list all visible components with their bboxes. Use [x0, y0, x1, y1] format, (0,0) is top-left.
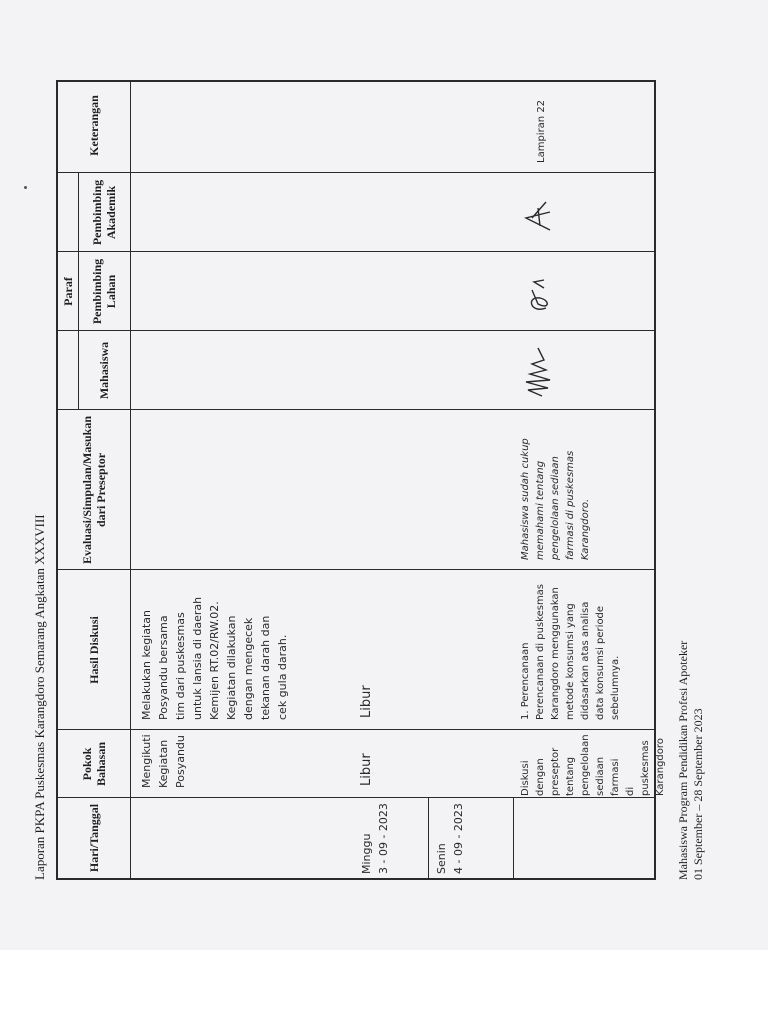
row1-pokok-bahasan: Mengikuti Kegiatan Posyandu [140, 734, 187, 788]
col-hari-tanggal: Hari/Tanggal [87, 803, 101, 873]
col-pembimbing-akademik: Pembimbing Akademik [90, 179, 118, 246]
col-hasil-diskusi: Hasil Diskusi [87, 616, 101, 684]
scan-margin [0, 950, 768, 1024]
col-paraf: Paraf [61, 277, 75, 306]
row2-pokok-bahasan: Libur [359, 753, 374, 786]
footer-period: 01 September – 28 September 2023 [691, 708, 705, 880]
footer-program: Mahasiswa Program Pendidikan Profesi Apoteker [676, 640, 690, 880]
row3-hari-tanggal: Senin 4 - 09 - 2023 [435, 803, 465, 874]
col-pokok-bahasan: Pokok Bahasan [80, 741, 108, 787]
row3-hasil-diskusi: 1. Perencanaan Perencanaan di puskesmas Karangdoro menggunakan metode konsumsi yang didasarkan atas analisa data konsumsi periode sebelumnya. [520, 583, 621, 720]
row3-keterangan: Lampiran 22 [536, 99, 547, 163]
signature-pembimbing-akademik [520, 188, 560, 238]
page-title: Laporan PKPA Puskesmas Karangdoro Semarang Angkatan XXXVIII [32, 514, 47, 880]
signature-pembimbing-lahan [520, 268, 560, 318]
row2-hasil-diskusi: Libur [359, 685, 374, 718]
scan-speck [24, 186, 27, 189]
col-mahasiswa: Mahasiswa [97, 341, 111, 400]
row2-hari-tanggal: Minggu 3 - 09 - 2023 [360, 803, 390, 874]
rotated-report-page [30, 0, 750, 950]
row3-pokok-bahasan: Diskusi dengan preseptor tentang pengelolaan sediaan farmasi di puskesmas Karangdoro [520, 734, 666, 796]
page-footer [676, 60, 706, 880]
row1-hasil-diskusi: Melakukan kegiatan Posyandu bersama tim dari puskesmas untuk lansia di daerah Kemijen RT.02/RW.02. Kegiatan dilakukan dengan mengecek tekanan darah dan cek gula darah. [140, 596, 289, 720]
col-evaluasi: Evaluasi/Simpulan/Masukan dari Preseptor [80, 415, 108, 565]
col-keterangan: Keterangan [87, 95, 101, 156]
activity-table [56, 80, 666, 880]
row3-evaluasi: Mahasiswa sudah cukup memahami tentang pengelolaan sediaan farmasi di puskesmas Karangdoro. [520, 438, 591, 560]
signature-mahasiswa [520, 340, 560, 400]
col-pembimbing-lahan: Pembimbing Lahan [90, 258, 118, 325]
